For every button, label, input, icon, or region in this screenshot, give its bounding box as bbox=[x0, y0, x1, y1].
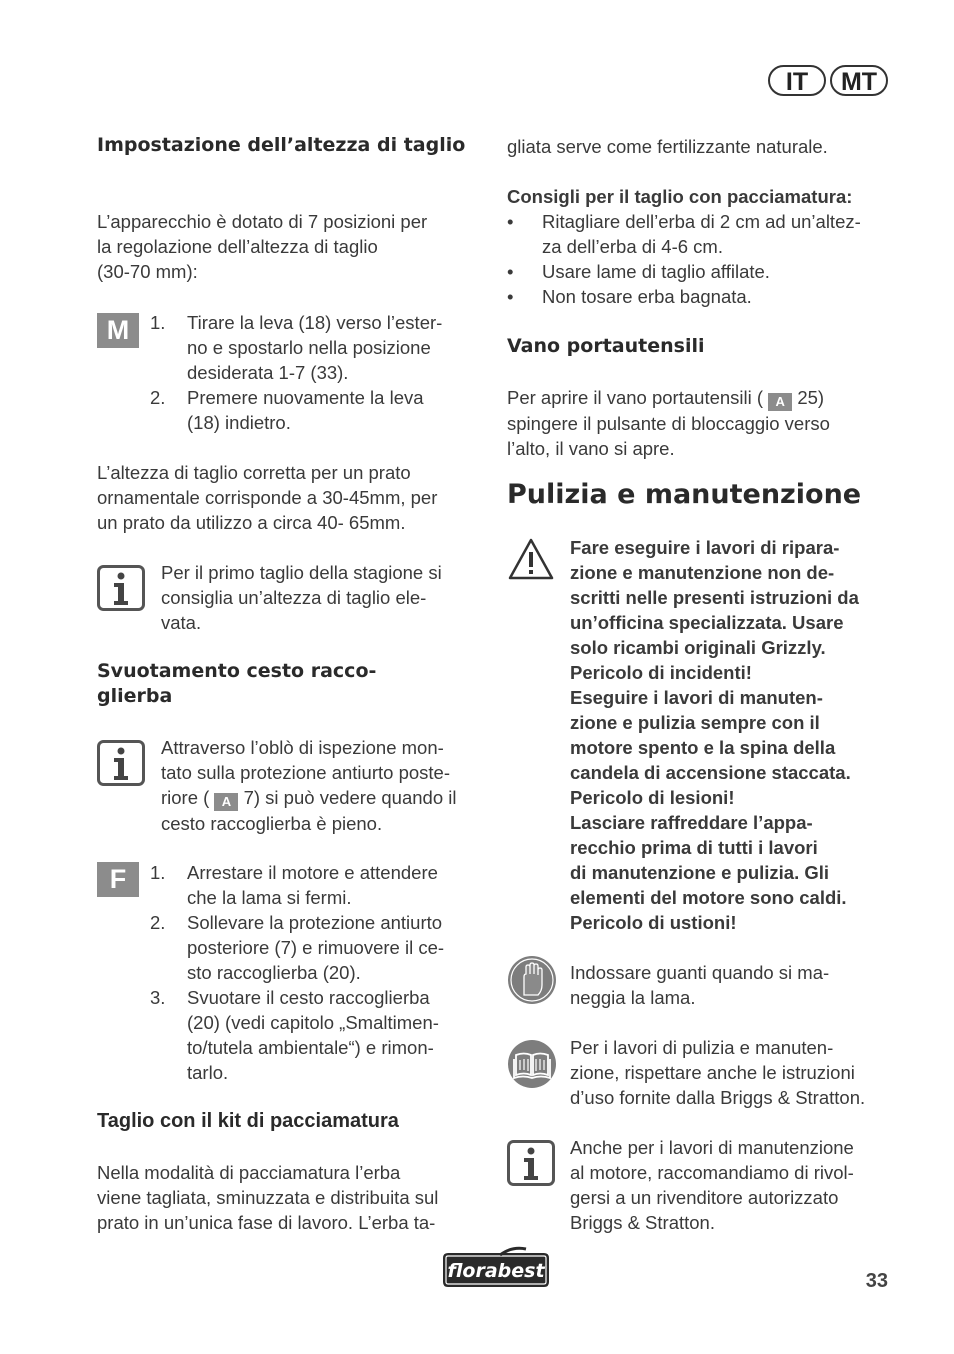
manual-text: Per i lavori di pulizia e manuten- zione, rispettare anche le istruzioni d’uso fornite dalla Briggs & Stratton. bbox=[570, 1037, 866, 1108]
gloves-icon bbox=[507, 955, 557, 1005]
list-item: 2. Sollevare la protezione antiurto posteriore (7) e rimuovere il ce- sto raccoglierba (20). bbox=[150, 912, 445, 983]
gloves-text: Indossare guanti quando si ma- neggia la lama. bbox=[570, 962, 830, 1008]
heading-cut-height: Impostazione dell’altezza di taglio bbox=[97, 134, 466, 156]
info-icon bbox=[97, 740, 145, 786]
list-item: 1. Tirare la leva (18) verso l’ester- no e spostarlo nella posizione desiderata 1-7 (33). bbox=[150, 312, 443, 383]
list-item: 2. Premere nuovamente la leva (18) indietro. bbox=[150, 387, 424, 433]
florabest-logo bbox=[440, 1246, 552, 1295]
lang-badge-it: IT bbox=[768, 65, 826, 96]
steps-list-m bbox=[97, 310, 483, 435]
step-box-m: M bbox=[97, 313, 139, 348]
heading-tool-compartment: Vano portautensili bbox=[507, 335, 705, 357]
figure-ref-a: A bbox=[214, 793, 238, 811]
paragraph-cut-height: L’apparecchio è dotato di 7 posizioni per la regolazione dell’altezza di taglio (30-70 mm): bbox=[97, 211, 428, 282]
info-authorized-dealer: Anche per i lavori di manutenzione al motore, raccomandiamo di rivol- gersi a un rivenditore autorizzato Briggs & Stratton. bbox=[570, 1137, 854, 1233]
list-item: • Usare lame di taglio affilate. bbox=[507, 261, 770, 282]
step-box-f: F bbox=[97, 862, 139, 897]
info-first-cut: Per il primo taglio della stagione si consiglia un’altezza di taglio ele- vata. bbox=[161, 562, 442, 633]
info-inspection-window: Attraverso l’oblò di ispezione mon- tato sulla protezione antiurto poste- riore ( A 7) si può vedere quando il cesto raccoglierba è pieno. bbox=[161, 737, 457, 834]
heading-cleaning-maintenance: Pulizia e manutenzione bbox=[507, 479, 862, 510]
language-badges bbox=[768, 65, 888, 96]
lang-badge-mt: MT bbox=[830, 65, 888, 96]
heading-mulch-tips: Consigli per il taglio con pacciamatura: bbox=[507, 186, 853, 207]
page-number: 33 bbox=[865, 1270, 888, 1292]
paragraph-mulching: Nella modalità di pacciamatura l’erba viene tagliata, sminuzzata e distribuita sul prato in un’unica fase di lavoro. L’erba ta- bbox=[97, 1162, 439, 1233]
figure-ref-a: A bbox=[768, 393, 792, 411]
mulch-tips-list bbox=[507, 209, 899, 309]
florabest-logo-graphic bbox=[440, 1246, 552, 1290]
heading-mulching: Taglio con il kit di pacciamatura bbox=[97, 1110, 399, 1132]
florabest-logo-text: florabest bbox=[447, 1260, 545, 1282]
list-item: • Ritagliare dell’erba di 2 cm ad un’altez- za dell’erba di 4-6 cm. bbox=[507, 211, 861, 257]
warning-text: Fare eseguire i lavori di ripara- zione e manutenzione non de- scritti nelle presenti istruzioni da un’officina specializzata. Usare solo ricambi originali Grizzly. Pericolo di incidenti! Eseguire i lavori di manuten- zione e pulizia sempre con il motore spento e la spina della candela di accensione staccata. Pericolo di lesioni! Lasciare raffreddare l’appa- recchio prima di tutti i lavori di manutenzione e pulizia. Gli elementi del motore sono caldi. Pericolo di ustioni! bbox=[570, 537, 859, 933]
paragraph-tool-compartment: Per aprire il vano portautensili ( A 25) spingere il pulsante di bloccaggio verso l’alto, il vano si apre. bbox=[507, 387, 830, 459]
paragraph-mulch-continued: gliata serve come fertilizzante naturale. bbox=[507, 136, 828, 157]
list-item: 1. Arrestare il motore e attendere che la lama si fermi. bbox=[150, 862, 438, 908]
info-icon bbox=[97, 565, 145, 611]
warning-icon bbox=[507, 537, 555, 581]
manual-book-icon bbox=[507, 1039, 557, 1089]
paragraph-correct-height: L’altezza di taglio corretta per un prato ornamentale corrisponde a 30-45mm, per un prato da utilizzo a circa 40- 65mm. bbox=[97, 462, 438, 533]
list-item: 3. Svuotare il cesto raccoglierba (20) (vedi capitolo „Smaltimen- to/tutela ambientale“) e rimon- tarlo. bbox=[150, 987, 439, 1083]
list-item: • Non tosare erba bagnata. bbox=[507, 286, 752, 307]
info-icon bbox=[507, 1140, 555, 1186]
heading-empty-basket: Svuotamento cesto racco- glierba bbox=[97, 660, 377, 707]
steps-list-f bbox=[97, 860, 483, 1085]
